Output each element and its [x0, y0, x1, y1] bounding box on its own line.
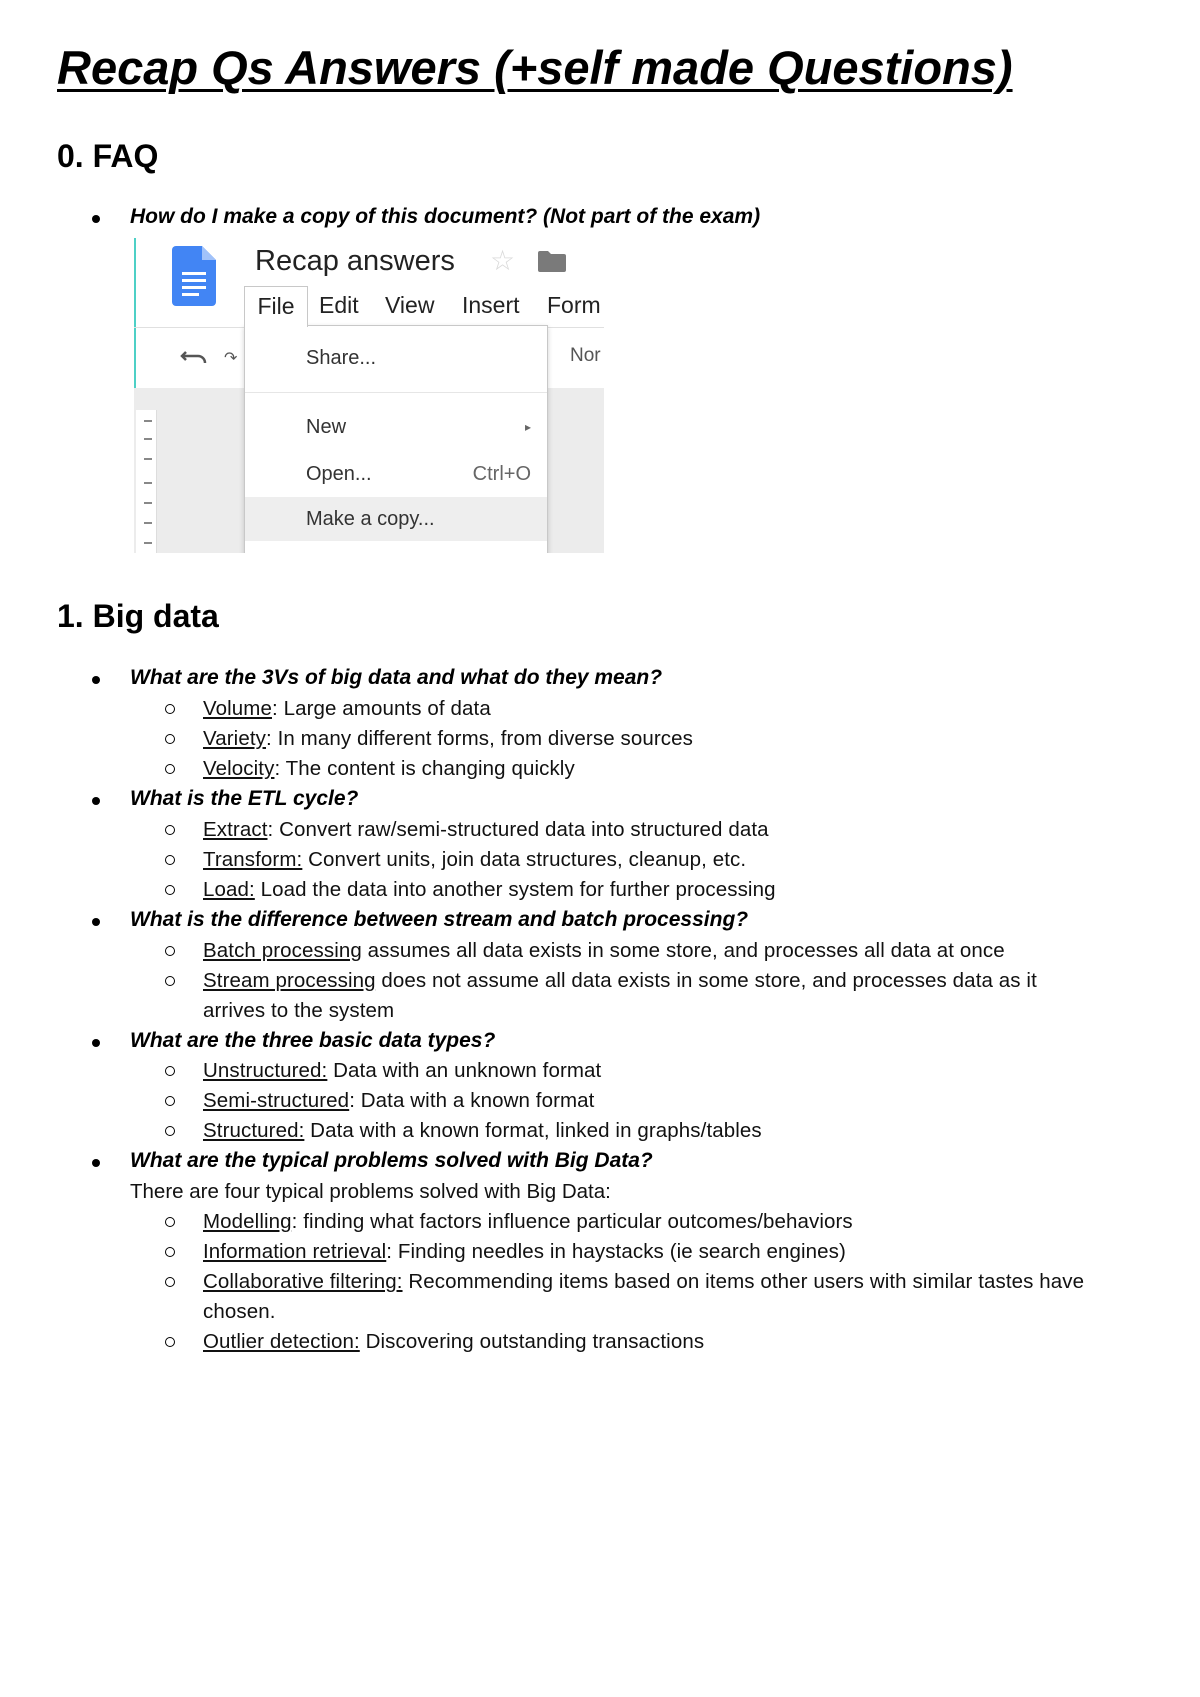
bullet-icon — [92, 918, 100, 926]
circle-bullet-icon — [165, 764, 175, 774]
section-heading-big-data: 1. Big data — [57, 598, 219, 634]
bullet-icon — [92, 797, 100, 805]
file-menu-dropdown — [244, 325, 548, 553]
menu-item-share[interactable]: Share... — [306, 347, 377, 369]
intro-text: There are four typical problems solved with Big Data: — [130, 1180, 611, 1203]
circle-bullet-icon — [165, 885, 175, 895]
menu-file[interactable]: File — [244, 286, 308, 327]
docs-menubar — [134, 286, 604, 324]
bullet-icon — [92, 1159, 100, 1167]
circle-bullet-icon — [165, 946, 175, 956]
style-select[interactable]: Nor — [570, 345, 601, 366]
bullet-icon — [92, 676, 100, 684]
docs-document-name[interactable]: Recap answers — [255, 245, 455, 277]
circle-bullet-icon — [165, 1066, 175, 1076]
faq-question-text: How do I make a copy of this document? (Not part of the exam) — [130, 205, 761, 228]
circle-bullet-icon — [165, 855, 175, 865]
menu-item-make-a-copy[interactable]: Make a copy... — [245, 497, 547, 541]
menu-edit[interactable]: Edit — [319, 292, 359, 318]
circle-bullet-icon — [165, 976, 175, 986]
menu-item-new[interactable]: New ▸ — [245, 405, 547, 449]
folder-icon[interactable] — [538, 250, 566, 272]
redo-icon[interactable]: ↷ — [224, 350, 238, 367]
vertical-ruler — [136, 410, 157, 553]
circle-bullet-icon — [165, 704, 175, 714]
circle-bullet-icon — [165, 1247, 175, 1257]
menu-separator — [245, 392, 547, 393]
circle-bullet-icon — [165, 734, 175, 744]
shortcut-label: Ctrl+O — [472, 463, 531, 485]
menu-item-open[interactable]: Open... Ctrl+O — [245, 452, 547, 496]
submenu-arrow-icon: ▸ — [524, 420, 531, 434]
menu-view[interactable]: View — [385, 292, 435, 318]
star-icon[interactable]: ☆ — [490, 245, 516, 276]
document-title: Recap Qs Answers (+self made Questions) — [57, 41, 1013, 94]
circle-bullet-icon — [165, 1126, 175, 1136]
circle-bullet-icon — [165, 825, 175, 835]
section-heading-faq: 0. FAQ — [57, 138, 159, 174]
document-page: Recap Qs Answers (+self made Questions) 0. FAQ How do I make a copy of this document? (Not part of the exam) Recap answers ☆ File Edit View Insert Form ↷ Nor Share... New ▸ Open... Ctrl+O Make a copy... 1. Big data What are the 3Vs of big data and what do they mean? Volume: Large amounts of data Variety: In many different forms, from diverse sources Velocity: The content is changing quickly What is the ETL cycle? Extract: Convert raw/semi-structured data into structured data Transform: Convert units, join data structures, cleanup, etc. Load: Load the data into another system for further processing What is the difference between stream and batch processing? Batch processing assumes all data exists in some store, and processes all data at once Stream processing does not assume all data exists in some store, and processes data as it arrives to the system What are the three basic data types? Unstructured: Data with an unknown format Semi-structured: Data with a known format Structured: Data with a known format, linked in graphs/tables What are the typical problems solved with Big Data? There are four typical problems solved with Big Data: Modelling: finding what factors influence particular outcomes/behaviors Information retrieval: Finding needles in haystacks (ie search engines) Collaborative filtering: Recommending items based on items other users with similar tastes have chosen. Outlier detection: Discovering outstanding transactions — [57, 41, 1085, 1353]
bullet-icon — [92, 215, 100, 223]
undo-icon[interactable] — [180, 346, 210, 366]
circle-bullet-icon — [165, 1096, 175, 1106]
bullet-icon — [92, 1039, 100, 1047]
circle-bullet-icon — [165, 1277, 175, 1287]
menu-format[interactable]: Form — [547, 292, 601, 318]
docs-screenshot — [134, 238, 604, 553]
circle-bullet-icon — [165, 1337, 175, 1347]
circle-bullet-icon — [165, 1217, 175, 1227]
menu-insert[interactable]: Insert — [462, 292, 520, 318]
